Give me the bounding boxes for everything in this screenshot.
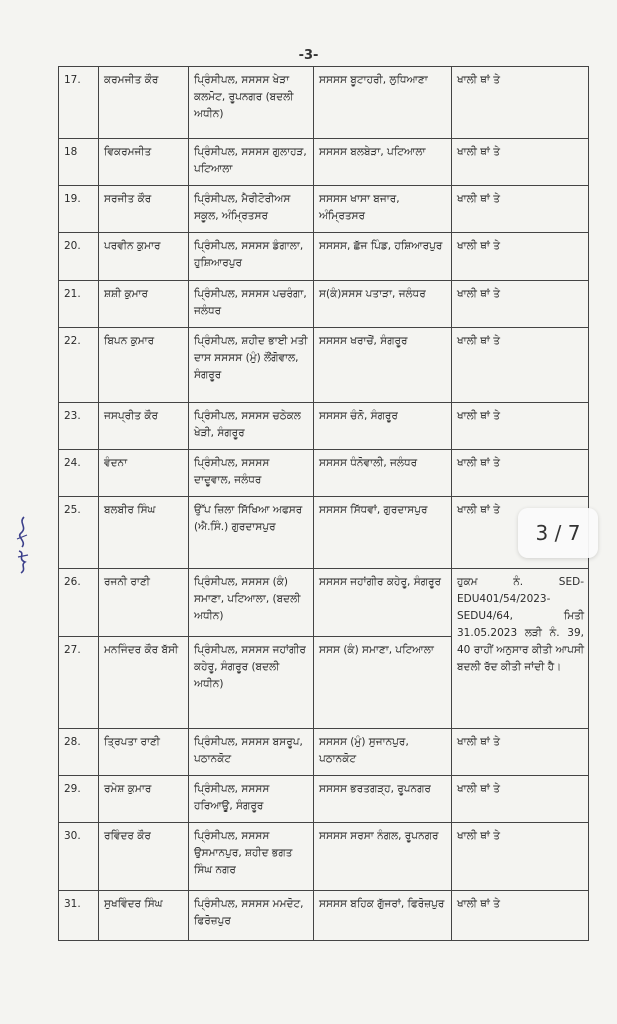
cell-name: ਵਿਕਰਮਜੀਤ (99, 139, 189, 186)
cell-new-post: ਸਸਸਸ ਬਲਬੇੜਾ, ਪਟਿਆਲਾ (314, 139, 452, 186)
table-row (59, 67, 589, 139)
cell-new-post: ਸਸਸਸ ਭਰਤਗੜ੍ਹ, ਰੂਪਨਗਰ (314, 776, 452, 823)
cell-name: ਸੁਖਵਿੰਦਰ ਸਿੰਘ (99, 891, 189, 941)
cell-name: ਕਰਮਜੀਤ ਕੌਰ (99, 67, 189, 139)
cell-serial: 23. (59, 403, 99, 450)
cell-name: ਬਲਬੀਰ ਸਿੰਘ (99, 497, 189, 569)
cell-remark: ਖਾਲੀ ਥਾਂ ਤੇ (452, 186, 589, 233)
table-row (59, 729, 589, 776)
cell-new-post: ਸਸਸਸ ਖਾਸਾ ਬਜਾਰ, ਅੰਮ੍ਰਿਤਸਰ (314, 186, 452, 233)
cell-serial: 22. (59, 328, 99, 403)
cell-serial: 27. (59, 637, 99, 729)
cell-name: ਰਮੇਸ਼ ਕੁਮਾਰ (99, 776, 189, 823)
cell-name: ਬਿਪਨ ਕੁਮਾਰ (99, 328, 189, 403)
cell-name: ਮਨਜਿੰਦਰ ਕੌਰ ਬੱਸੀ (99, 637, 189, 729)
table-row (59, 403, 589, 450)
table-row (59, 823, 589, 891)
cell-current-post: ਪ੍ਰਿੰਸੀਪਲ, ਸਸਸਸ ਚਠੇਕਲ ਖੇੜੀ, ਸੰਗਰੂਰ (189, 403, 314, 450)
cell-new-post: ਸਸਸਸ ਸਿੱਧਵਾਂ, ਗੁਰਦਾਸਪੁਰ (314, 497, 452, 569)
cell-current-post: ਪ੍ਰਿੰਸੀਪਲ, ਸਸਸਸ ਪਚਰੰਗਾ, ਜਲੰਧਰ (189, 281, 314, 328)
page-number: -3- (298, 48, 319, 63)
cell-remark: ਖਾਲੀ ਥਾਂ ਤੇ (452, 729, 589, 776)
table-row (59, 139, 589, 186)
cell-serial: 30. (59, 823, 99, 891)
cell-name: ਜਸਪ੍ਰੀਤ ਕੌਰ (99, 403, 189, 450)
cell-current-post: ਪ੍ਰਿੰਸੀਪਲ, ਸਸਸਸ ਹਰਿਆਊ, ਸੰਗਰੂਰ (189, 776, 314, 823)
cell-current-post: ਪ੍ਰਿੰਸੀਪਲ, ਸਸਸਸ ਉਸਮਾਨਪੁਰ, ਸ਼ਹੀਦ ਭਗਤ ਸਿੰਘ ਨਗਰ (189, 823, 314, 891)
cell-remark: ਖਾਲੀ ਥਾਂ ਤੇ (452, 497, 589, 569)
cell-remark: ਖਾਲੀ ਥਾਂ ਤੇ (452, 67, 589, 139)
cell-new-post: ਸਸਸਸ ਧੰਨੋਵਾਲੀ, ਜਲੰਧਰ (314, 450, 452, 497)
table-row (59, 450, 589, 497)
cell-serial: 17. (59, 67, 99, 139)
cell-current-post: ਉੱਪ ਜ਼ਿਲਾ ਸਿੱਖਿਆ ਅਫਸਰ (ਐ.ਸਿੰ.) ਗੁਰਦਾਸਪੁਰ (189, 497, 314, 569)
cell-name: ਰਜਨੀ ਰਾਣੀ (99, 569, 189, 637)
table-row (59, 776, 589, 823)
cell-current-post: ਪ੍ਰਿੰਸੀਪਲ, ਸਸਸਸ ਡੰਗਾਲਾ, ਹੁਸ਼ਿਆਰਪੁਰ (189, 233, 314, 281)
cell-new-post: ਸ(ਕੰ)ਸਸਸ ਪਤਾੜਾ, ਜਲੰਧਰ (314, 281, 452, 328)
cell-serial: 19. (59, 186, 99, 233)
table-row (59, 569, 589, 637)
cell-new-post: ਸਸਸ (ਕੰ) ਸਮਾਣਾ, ਪਟਿਆਲਾ (314, 637, 452, 729)
cell-new-post: ਸਸਸਸ ਚੰਨੋ, ਸੰਗਰੂਰ (314, 403, 452, 450)
cell-new-post: ਸਸਸਸ ਬੂਟਾਹਰੀ, ਲੁਧਿਆਣਾ (314, 67, 452, 139)
cell-serial: 26. (59, 569, 99, 637)
cell-remark-joint: ਹੁਕਮ ਨੰ. SED-EDU401/54/2023-SEDU4/64, ਮਿਤੀ 31.05.2023 ਲੜੀ ਨੰ. 39, 40 ਰਾਹੀਂ ਅਨੁਸਾਰ ਕੀਤੀ ਆਪਸੀ ਬਦਲੀ ਰੱਦ ਕੀਤੀ ਜਾਂਦੀ ਹੈ। (452, 569, 589, 729)
table-row (59, 497, 589, 569)
cell-current-post: ਪ੍ਰਿੰਸੀਪਲ, ਸਸਸਸ ਦਾਦੂਵਾਲ, ਜਲੰਧਰ (189, 450, 314, 497)
cell-current-post: ਪ੍ਰਿੰਸੀਪਲ, ਸਸਸਸ ਗੁਲਾਹੜ, ਪਟਿਆਲਾ (189, 139, 314, 186)
cell-remark: ਖਾਲੀ ਥਾਂ ਤੇ (452, 233, 589, 281)
cell-serial: 21. (59, 281, 99, 328)
table-row (59, 891, 589, 941)
cell-serial: 20. (59, 233, 99, 281)
page-indicator-badge: 3 / 7 (518, 508, 598, 558)
cell-serial: 18 (59, 139, 99, 186)
transfer-table (58, 66, 589, 941)
cell-remark: ਖਾਲੀ ਥਾਂ ਤੇ (452, 328, 589, 403)
handwritten-signature (12, 515, 34, 575)
cell-name: ਵੰਦਨਾ (99, 450, 189, 497)
cell-remark: ਖਾਲੀ ਥਾਂ ਤੇ (452, 823, 589, 891)
cell-serial: 28. (59, 729, 99, 776)
cell-current-post: ਪ੍ਰਿੰਸੀਪਲ, ਸਸਸਸ ਜਹਾਂਗੀਰ ਕਹੇਰੂ, ਸੰਗਰੂਰ (ਬਦਲੀ ਅਧੀਨ) (189, 637, 314, 729)
cell-new-post: ਸਸਸਸ (ਮੁੰ) ਸੁਜਾਨਪੁਰ, ਪਠਾਨਕੋਟ (314, 729, 452, 776)
cell-remark: ਖਾਲੀ ਥਾਂ ਤੇ (452, 891, 589, 941)
cell-current-post: ਪ੍ਰਿੰਸੀਪਲ, ਸ਼ਹੀਦ ਭਾਈ ਮਤੀ ਦਾਸ ਸਸਸਸ (ਮੁੰ) ਲੌਂਗੋਵਾਲ, ਸੰਗਰੂਰ (189, 328, 314, 403)
cell-new-post: ਸਸਸਸ, ਛੱਜ ਪਿੰਡ, ਹਸ਼ਿਆਰਪੁਰ (314, 233, 452, 281)
cell-remark: ਖਾਲੀ ਥਾਂ ਤੇ (452, 281, 589, 328)
cell-serial: 29. (59, 776, 99, 823)
cell-current-post: ਪ੍ਰਿੰਸੀਪਲ, ਸਸਸਸ ਮਮਦੋਟ, ਫਿਰੋਜ਼ਪੁਰ (189, 891, 314, 941)
cell-name: ਸ਼ਸ਼ੀ ਕੁਮਾਰ (99, 281, 189, 328)
cell-serial: 24. (59, 450, 99, 497)
cell-serial: 31. (59, 891, 99, 941)
cell-remark: ਖਾਲੀ ਥਾਂ ਤੇ (452, 403, 589, 450)
cell-remark: ਖਾਲੀ ਥਾਂ ਤੇ (452, 139, 589, 186)
cell-remark: ਖਾਲੀ ਥਾਂ ਤੇ (452, 450, 589, 497)
table-row (59, 328, 589, 403)
cell-name: ਸਰਜੀਤ ਕੌਰ (99, 186, 189, 233)
cell-current-post: ਪ੍ਰਿੰਸੀਪਲ, ਮੈਰੀਟੋਰੀਅਸ ਸਕੂਲ, ਅੰਮ੍ਰਿਤਸਰ (189, 186, 314, 233)
cell-new-post: ਸਸਸਸ ਜਹਾਂਗੀਰ ਕਹੇਰੂ, ਸੰਗਰੂਰ (314, 569, 452, 637)
cell-new-post: ਸਸਸਸ ਸਰਸਾ ਨੰਗਲ, ਰੂਪਨਗਰ (314, 823, 452, 891)
cell-serial: 25. (59, 497, 99, 569)
cell-new-post: ਸਸਸਸ ਬਹਿਕ ਗੁੱਜਰਾਂ, ਫਿਰੋਜ਼ਪੁਰ (314, 891, 452, 941)
cell-current-post: ਪ੍ਰਿੰਸੀਪਲ, ਸਸਸਸ ਬਸਰੂਪ, ਪਠਾਨਕੋਟ (189, 729, 314, 776)
cell-current-post: ਪ੍ਰਿੰਸੀਪਲ, ਸਸਸਸ ਖੇੜਾ ਕਲਮੋਟ, ਰੂਪਨਗਰ (ਬਦਲੀ ਅਧੀਨ) (189, 67, 314, 139)
cell-name: ਰਵਿੰਦਰ ਕੌਰ (99, 823, 189, 891)
cell-current-post: ਪ੍ਰਿੰਸੀਪਲ, ਸਸਸਸ (ਕੰ) ਸਮਾਣਾ, ਪਟਿਆਲਾ, (ਬਦਲੀ ਅਧੀਨ) (189, 569, 314, 637)
cell-remark: ਖਾਲੀ ਥਾਂ ਤੇ (452, 776, 589, 823)
table-row (59, 233, 589, 281)
cell-new-post: ਸਸਸਸ ਖਰਾਚੋਂ, ਸੰਗਰੂਰ (314, 328, 452, 403)
cell-name: ਤ੍ਰਿਪਤਾ ਰਾਣੀ (99, 729, 189, 776)
table-row (59, 281, 589, 328)
table-row (59, 186, 589, 233)
cell-name: ਪਰਵੀਨ ਕੁਮਾਰ (99, 233, 189, 281)
